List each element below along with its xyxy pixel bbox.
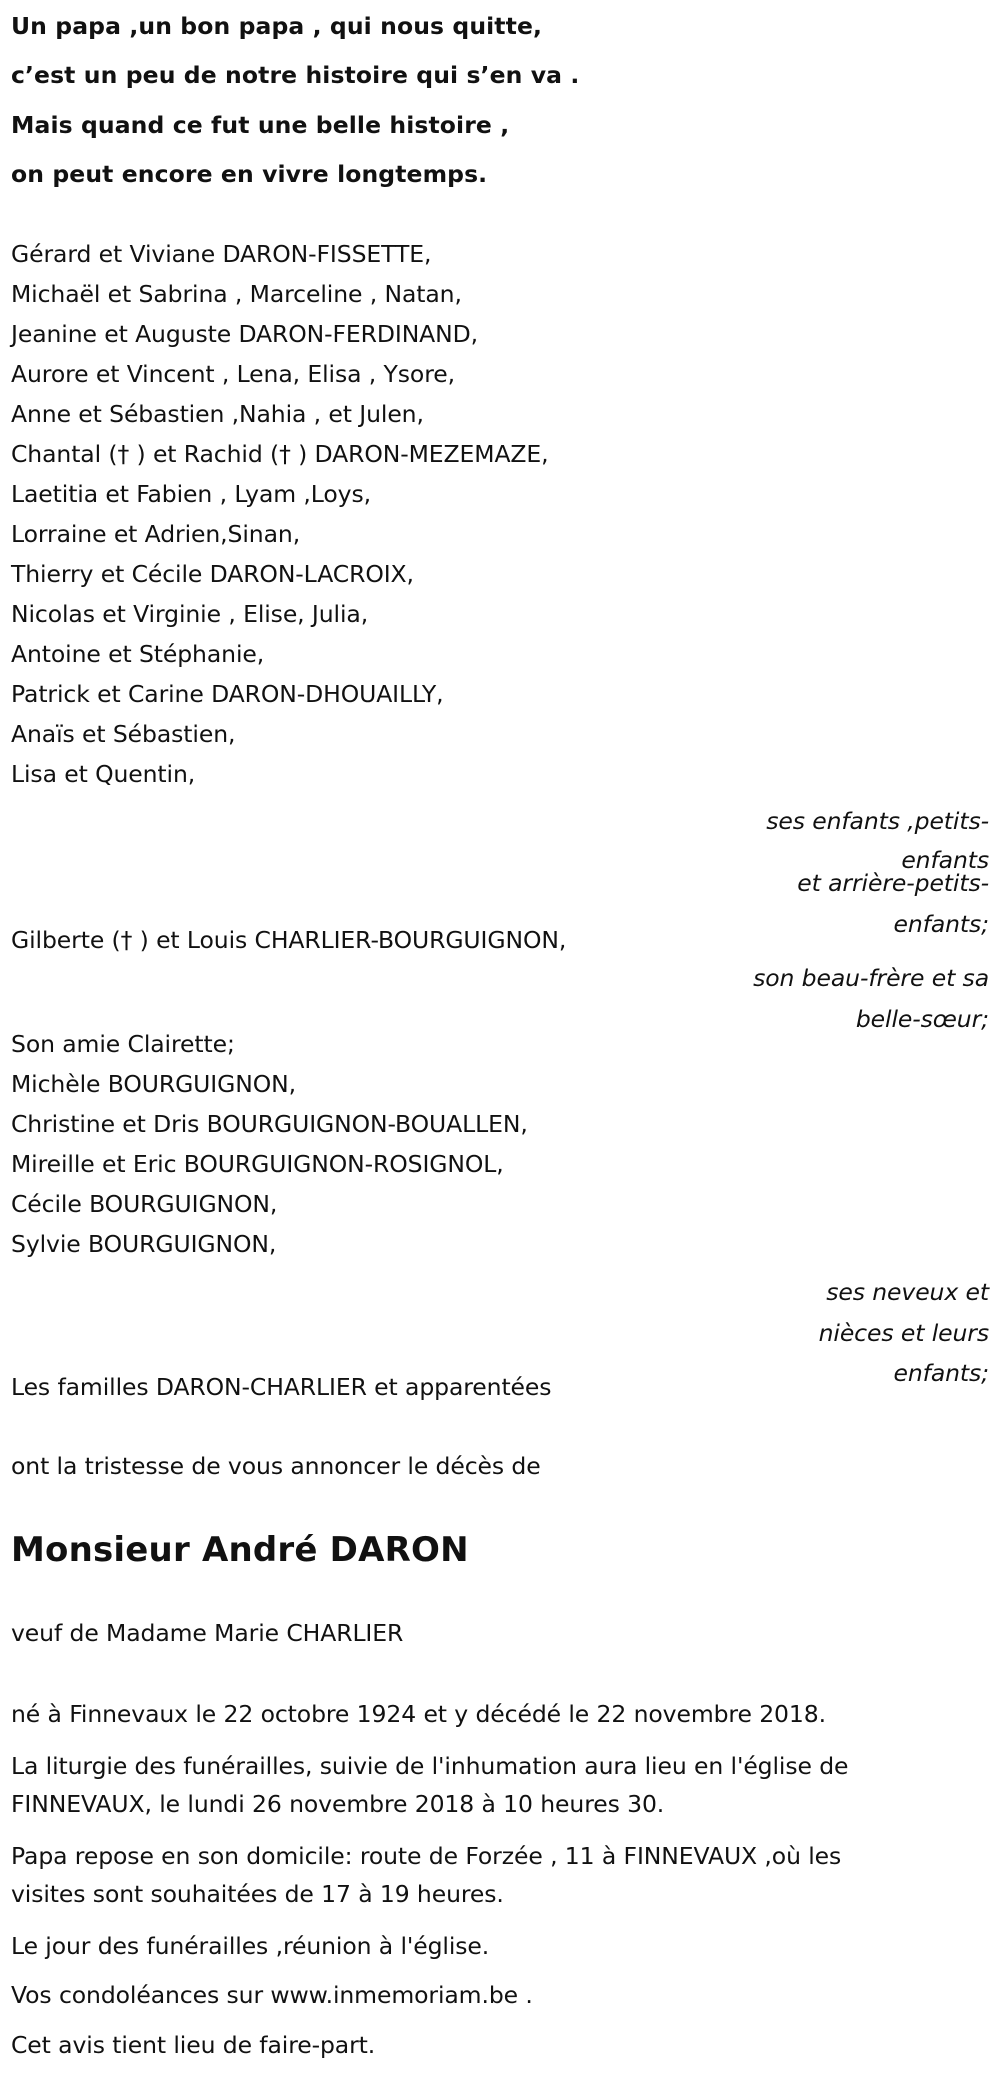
poem-line: Un papa ,un bon papa , qui nous quitte, <box>11 12 543 40</box>
visitation-line: visites sont souhaitées de 17 à 19 heures. <box>11 1880 504 1908</box>
deceased-name: Monsieur André DARON <box>11 1530 469 1570</box>
family-line: Lorraine et Adrien,Sinan, <box>11 520 301 548</box>
family-line: Sylvie BOURGUIGNON, <box>11 1230 277 1258</box>
meeting-line: Le jour des funérailles ,réunion à l'église. <box>11 1932 490 1960</box>
condolences-line: Vos condoléances sur www.inmemoriam.be . <box>11 1981 533 2009</box>
widower-line: veuf de Madame Marie CHARLIER <box>11 1619 404 1647</box>
relation-label: enfants; <box>893 1358 989 1387</box>
family-line: Michaël et Sabrina , Marceline , Natan, <box>11 280 462 308</box>
notice-line: Cet avis tient lieu de faire-part. <box>11 2031 376 2059</box>
family-line: Thierry et Cécile DARON-LACROIX, <box>11 560 414 588</box>
poem-line: c’est un peu de notre histoire qui s’en va . <box>11 61 580 89</box>
family-line: Anne et Sébastien ,Nahia , et Julen, <box>11 400 424 428</box>
family-line: Nicolas et Virginie , Elise, Julia, <box>11 600 369 628</box>
family-line: Anaïs et Sébastien, <box>11 720 236 748</box>
relation-label: belle-sœur; <box>855 1004 989 1033</box>
relation-label: enfants <box>901 845 989 874</box>
family-line: Jeanine et Auguste DARON-FERDINAND, <box>11 320 479 348</box>
poem-line: on peut encore en vivre longtemps. <box>11 160 488 188</box>
relation-label: son beau-frère et sa <box>753 963 989 992</box>
relation-label: et arrière-petits- <box>797 868 989 897</box>
family-line: Laetitia et Fabien , Lyam ,Loys, <box>11 480 371 508</box>
birth-death-line: né à Finnevaux le 22 octobre 1924 et y décédé le 22 novembre 2018. <box>11 1700 826 1728</box>
family-line: Chantal († ) et Rachid († ) DARON-MEZEMAZE, <box>11 440 549 468</box>
family-line: Son amie Clairette; <box>11 1030 235 1058</box>
family-line: Michèle BOURGUIGNON, <box>11 1070 296 1098</box>
poem-line: Mais quand ce fut une belle histoire , <box>11 111 510 139</box>
relation-label: ses neveux et <box>826 1277 989 1306</box>
relation-label: ses enfants ,petits- <box>766 806 989 835</box>
family-line: Antoine et Stéphanie, <box>11 640 265 668</box>
family-line: Aurore et Vincent , Lena, Elisa , Ysore, <box>11 360 455 388</box>
family-line: Patrick et Carine DARON-DHOUAILLY, <box>11 680 444 708</box>
family-line: Lisa et Quentin, <box>11 760 196 788</box>
relation-label: nièces et leurs <box>818 1318 989 1347</box>
family-line: Gilberte († ) et Louis CHARLIER-BOURGUIGNON, <box>11 926 567 954</box>
family-line: Mireille et Eric BOURGUIGNON-ROSIGNOL, <box>11 1150 504 1178</box>
family-line: Cécile BOURGUIGNON, <box>11 1190 278 1218</box>
funeral-line: La liturgie des funérailles, suivie de l'inhumation aura lieu en l'église de <box>11 1752 849 1780</box>
relation-label: enfants; <box>893 909 989 938</box>
family-line: Christine et Dris BOURGUIGNON-BOUALLEN, <box>11 1110 528 1138</box>
families-line: Les familles DARON-CHARLIER et apparentées <box>11 1373 552 1401</box>
visitation-line: Papa repose en son domicile: route de Forzée , 11 à FINNEVAUX ,où les <box>11 1842 842 1870</box>
announcement-line: ont la tristesse de vous annoncer le décès de <box>11 1452 541 1480</box>
family-line: Gérard et Viviane DARON-FISSETTE, <box>11 240 432 268</box>
funeral-line: FINNEVAUX, le lundi 26 novembre 2018 à 10 heures 30. <box>11 1790 665 1818</box>
